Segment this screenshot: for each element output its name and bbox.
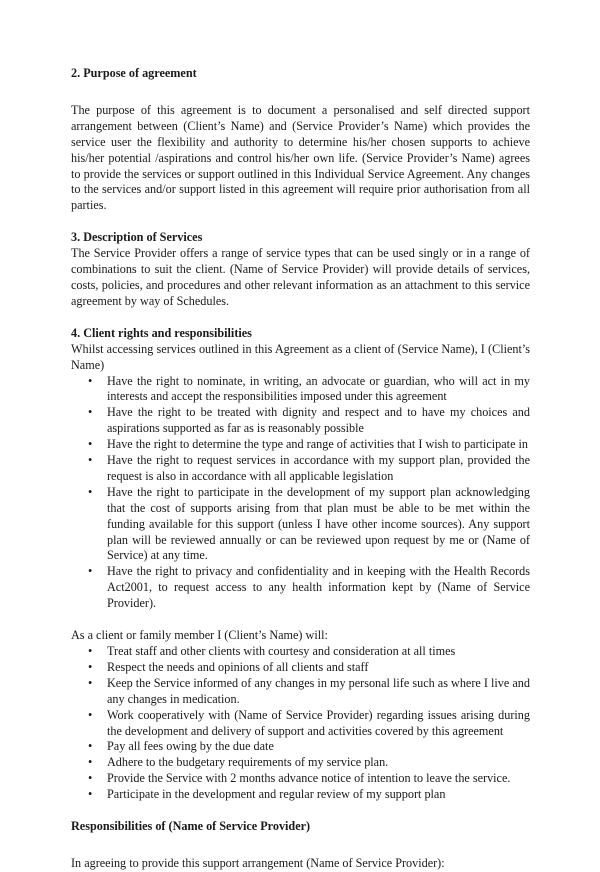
list-item: • Have the right to request services in accordance with my support plan, provided the request is also in accordance with all applicable legislation xyxy=(88,453,530,483)
bullet-icon: • xyxy=(88,739,93,754)
bullet-icon: • xyxy=(88,755,93,770)
list-item: • Have the right to determine the type and range of activities that I wish to participate in xyxy=(88,437,529,452)
purpose-body: The purpose of this agreement is to document a personalised and self directed support arrangement between (Client’s Name) and (Service Provider’s Name) which provides the service user the flexibility and authority to determine his/her chosen supports to achieve his/her potential /aspirations and control his/her own life. (Service Provider’s Name) agrees to provide the services or support outlined in this Individual Service Agreement. Any changes to the services and/or support listed in this agreement will require prior authorisation from all parties. xyxy=(71,102,530,213)
rights-list xyxy=(71,374,530,613)
bullet-icon: • xyxy=(88,405,93,420)
bullet-icon: • xyxy=(88,564,93,579)
description-heading: 3. Description of Services xyxy=(71,230,203,245)
list-item: • Have the right to be treated with dignity and respect and to have my choices and aspirations supported as far as is reasonably possible xyxy=(88,405,530,436)
list-item: • Provide the Service with 2 months advance notice of intention to leave the service. xyxy=(88,771,511,786)
list-item: • Have the right to privacy and confidentiality and in keeping with the Health Records Act2001, to request access to any health information kept by (Name of Service Provider). xyxy=(88,564,530,611)
bullet-icon: • xyxy=(88,659,93,674)
list-item: • Work cooperatively with (Name of Service Provider) regarding issues arising during the development and delivery of support and activities covered by this agreement xyxy=(88,707,530,738)
description-body: The Service Provider offers a range of service types that can be used singly or in a range of combinations to suit the client. (Name of Service Provider) will provide details of services, costs, policies, and procedures and other relevant information as an attachment to this service agreement by way of Schedules. xyxy=(71,246,530,308)
rights-heading: 4. Client rights and responsibilities xyxy=(71,325,252,340)
bullet-icon: • xyxy=(88,437,93,452)
bullet-icon: • xyxy=(88,787,93,802)
family-list xyxy=(71,644,530,803)
bullet-icon: • xyxy=(88,771,93,786)
list-item: • Participate in the development and regular review of my support plan xyxy=(88,787,446,802)
family-intro: As a client or family member I (Client’s Name) will: xyxy=(71,628,328,643)
list-item: • Pay all fees owing by the due date xyxy=(88,739,274,754)
bullet-icon: • xyxy=(88,373,93,388)
list-item: • Have the right to nominate, in writing, an advocate or guardian, who will act in my interests and accept the responsibilities imposed under this agreement xyxy=(88,373,530,404)
provider-heading: Responsibilities of (Name of Service Provider) xyxy=(71,819,311,834)
list-item: • Respect the needs and opinions of all clients and staff xyxy=(88,659,369,674)
list-item: • Have the right to participate in the development of my support plan acknowledging that the cost of supports arising from that plan must be able to be met within the funding available for this support (unless I have other income sources). Any support plan will be reviewed annually or can be reviewed upon request by me or (Name of Service) at any time. xyxy=(88,484,530,563)
bullet-icon: • xyxy=(88,644,93,658)
provider-body: In agreeing to provide this support arrangement (Name of Service Provider): xyxy=(71,855,445,870)
bullet-icon: • xyxy=(88,484,93,499)
list-item: • Adhere to the budgetary requirements of my service plan. xyxy=(88,755,389,770)
list-item: • Keep the Service informed of any changes in my personal life such as where I live and any changes in medication. xyxy=(88,675,530,706)
purpose-heading: 2. Purpose of agreement xyxy=(71,66,197,80)
bullet-icon: • xyxy=(88,675,93,690)
list-item: • Treat staff and other clients with courtesy and consideration at all times xyxy=(88,644,456,658)
bullet-icon: • xyxy=(88,707,93,722)
bullet-icon: • xyxy=(88,453,93,468)
rights-intro: Whilst accessing services outlined in this Agreement as a client of (Service Name), I (Client’s Name) xyxy=(71,341,530,372)
